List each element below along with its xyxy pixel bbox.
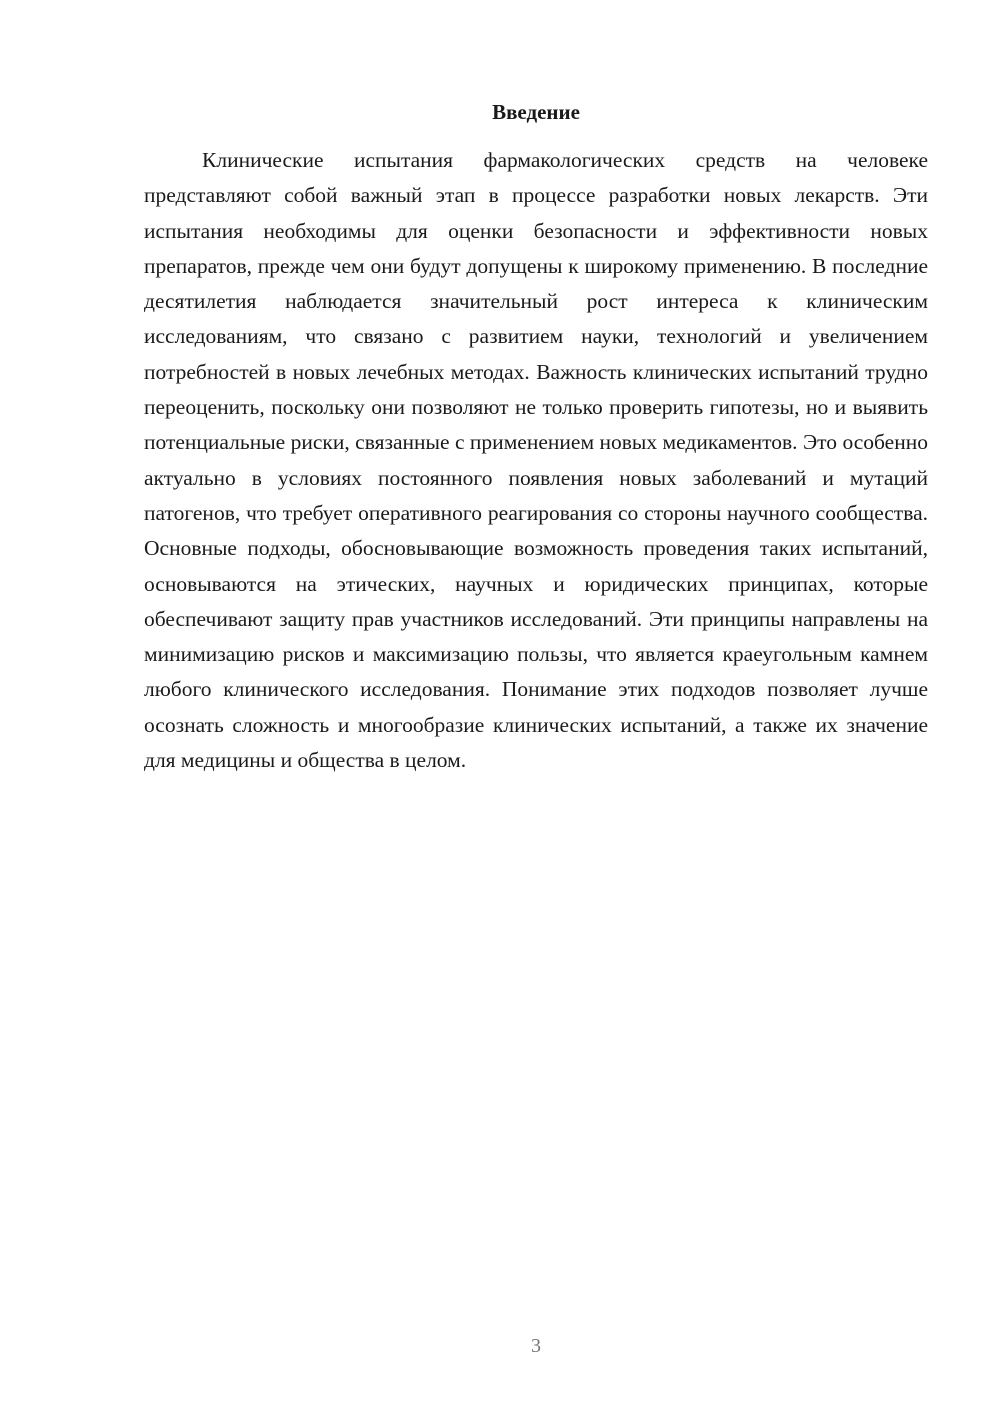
section-heading: Введение: [492, 100, 580, 124]
body-paragraph: Клинические испытания фармакологических средств на человеке представляют собой важный этап в процессе разработки новых лекарств. Эти испытания необходимы для оценки безопасности и эффективности новых препаратов, прежде чем они будут допущены к широкому применению. В последние десятилетия наблюдается значительный рост интереса к клиническим исследованиям, что связано с развитием науки, технологий и увеличением потребностей в новых лечебных методах. Важность клинических испытаний трудно переоценить, поскольку они позволяют не только проверить гипотезы, но и выявить потенциальные риски, связанные с применением новых медикаментов. Это особенно актуально в условиях постоянного появления новых заболеваний и мутаций патогенов, что требует оперативного реагирования со стороны научного сообщества. Основные подходы, обосновывающие возможность проведения таких испытаний, основываются на этических, научных и юридических принципах, которые обеспечивают защиту прав участников исследований. Эти принципы направлены на минимизацию рисков и максимизацию пользы, что является краеугольным камнем любого клинического исследования. Понимание этих подходов позволяет лучше осознать сложность и многообразие клинических испытаний, а также их значение для медицины и общества в целом.: [144, 148, 928, 773]
page-number: 3: [531, 1335, 541, 1357]
